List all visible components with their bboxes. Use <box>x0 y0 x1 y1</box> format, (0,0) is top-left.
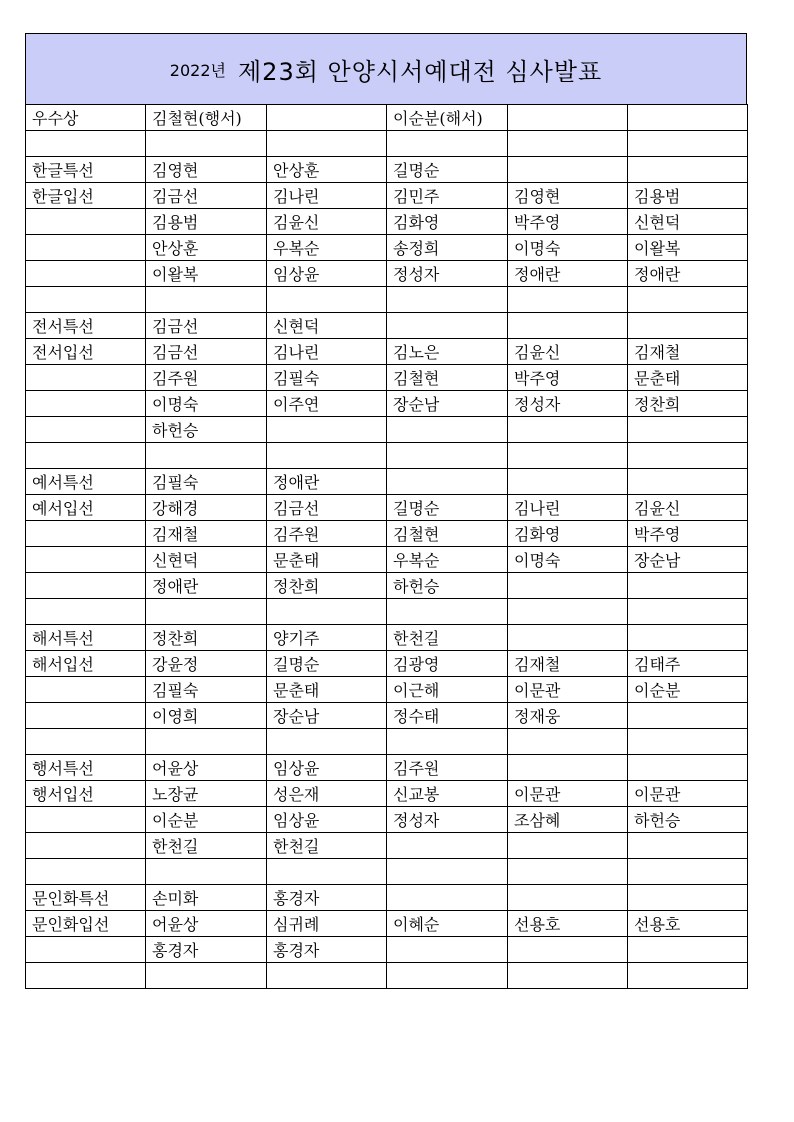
name-cell: 이문관 <box>628 781 748 807</box>
name-cell: 이순분(해서) <box>387 105 508 131</box>
name-cell <box>628 625 748 651</box>
name-cell: 김주원 <box>146 365 267 391</box>
name-cell <box>508 417 628 443</box>
name-cell <box>146 729 267 755</box>
name-cell <box>628 313 748 339</box>
name-cell <box>387 131 508 157</box>
name-cell: 한천길 <box>146 833 267 859</box>
name-cell <box>628 963 748 989</box>
name-cell <box>387 729 508 755</box>
table-row <box>26 573 748 599</box>
name-cell: 길명순 <box>387 157 508 183</box>
name-cell: 김노은 <box>387 339 508 365</box>
table-row <box>26 599 748 625</box>
name-cell: 정찬희 <box>267 573 387 599</box>
name-cell <box>267 963 387 989</box>
category-cell: 전서입선 <box>26 339 146 365</box>
name-cell: 길명순 <box>267 651 387 677</box>
name-cell <box>146 131 267 157</box>
name-cell: 선용호 <box>628 911 748 937</box>
name-cell: 이영희 <box>146 703 267 729</box>
title-main: 제23회 안양시서예대전 심사발표 <box>237 57 603 86</box>
category-cell <box>26 287 146 313</box>
name-cell: 이명숙 <box>508 235 628 261</box>
table-row <box>26 261 748 287</box>
category-cell <box>26 703 146 729</box>
table-row <box>26 131 748 157</box>
name-cell <box>508 313 628 339</box>
table-row <box>26 183 748 209</box>
category-cell: 문인화특선 <box>26 885 146 911</box>
name-cell: 정애란 <box>628 261 748 287</box>
category-cell <box>26 547 146 573</box>
name-cell: 이명숙 <box>508 547 628 573</box>
table-row <box>26 937 748 963</box>
name-cell: 심귀례 <box>267 911 387 937</box>
table-row <box>26 365 748 391</box>
name-cell: 홍경자 <box>267 885 387 911</box>
name-cell: 정수태 <box>387 703 508 729</box>
name-cell <box>387 443 508 469</box>
name-cell: 김영현 <box>146 157 267 183</box>
name-cell: 김나린 <box>508 495 628 521</box>
table-row <box>26 105 748 131</box>
name-cell: 김철현 <box>387 521 508 547</box>
results-table <box>25 104 748 989</box>
name-cell: 우복순 <box>267 235 387 261</box>
name-cell: 김주원 <box>267 521 387 547</box>
name-cell <box>146 287 267 313</box>
name-cell <box>267 729 387 755</box>
name-cell: 이혜순 <box>387 911 508 937</box>
name-cell <box>146 963 267 989</box>
name-cell <box>387 963 508 989</box>
name-cell: 정애란 <box>267 469 387 495</box>
name-cell: 양기주 <box>267 625 387 651</box>
name-cell <box>508 755 628 781</box>
name-cell: 송정희 <box>387 235 508 261</box>
category-cell <box>26 417 146 443</box>
name-cell: 김필숙 <box>146 469 267 495</box>
name-cell <box>387 937 508 963</box>
name-cell <box>387 313 508 339</box>
name-cell <box>508 469 628 495</box>
name-cell: 김윤신 <box>267 209 387 235</box>
name-cell: 김민주 <box>387 183 508 209</box>
table-row <box>26 781 748 807</box>
table-row <box>26 911 748 937</box>
name-cell: 신현덕 <box>267 313 387 339</box>
name-cell: 정애란 <box>146 573 267 599</box>
name-cell: 김금선 <box>146 313 267 339</box>
name-cell: 김철현(행서) <box>146 105 267 131</box>
name-cell: 강윤정 <box>146 651 267 677</box>
table-row <box>26 833 748 859</box>
name-cell: 신현덕 <box>628 209 748 235</box>
name-cell <box>628 729 748 755</box>
name-cell: 하헌승 <box>628 807 748 833</box>
name-cell <box>387 885 508 911</box>
category-cell: 한글입선 <box>26 183 146 209</box>
name-cell: 이명숙 <box>146 391 267 417</box>
name-cell <box>628 833 748 859</box>
name-cell <box>628 157 748 183</box>
results-table-body <box>26 105 748 989</box>
name-cell: 문춘태 <box>267 547 387 573</box>
name-cell <box>628 105 748 131</box>
table-row <box>26 677 748 703</box>
name-cell: 노장균 <box>146 781 267 807</box>
name-cell: 박주영 <box>628 521 748 547</box>
name-cell: 정재웅 <box>508 703 628 729</box>
name-cell <box>387 833 508 859</box>
category-cell <box>26 937 146 963</box>
name-cell: 김금선 <box>146 339 267 365</box>
name-cell: 성은재 <box>267 781 387 807</box>
name-cell: 길명순 <box>387 495 508 521</box>
category-cell: 해서입선 <box>26 651 146 677</box>
name-cell: 한천길 <box>387 625 508 651</box>
name-cell: 김용범 <box>628 183 748 209</box>
category-cell <box>26 443 146 469</box>
category-cell <box>26 209 146 235</box>
name-cell: 김나린 <box>267 183 387 209</box>
name-cell <box>628 703 748 729</box>
name-cell <box>628 859 748 885</box>
name-cell: 김영현 <box>508 183 628 209</box>
page-title <box>25 33 747 104</box>
name-cell <box>508 885 628 911</box>
category-cell: 예서특선 <box>26 469 146 495</box>
name-cell: 이순분 <box>146 807 267 833</box>
name-cell <box>267 131 387 157</box>
name-cell <box>508 963 628 989</box>
name-cell <box>146 599 267 625</box>
name-cell: 이왈복 <box>146 261 267 287</box>
table-row <box>26 963 748 989</box>
name-cell: 문춘태 <box>628 365 748 391</box>
table-row <box>26 235 748 261</box>
name-cell: 우복순 <box>387 547 508 573</box>
name-cell <box>267 287 387 313</box>
category-cell <box>26 677 146 703</box>
table-row <box>26 209 748 235</box>
name-cell <box>628 937 748 963</box>
name-cell: 김윤신 <box>628 495 748 521</box>
name-cell <box>387 287 508 313</box>
name-cell <box>267 599 387 625</box>
table-row <box>26 807 748 833</box>
category-cell <box>26 599 146 625</box>
name-cell: 정애란 <box>508 261 628 287</box>
category-cell <box>26 131 146 157</box>
name-cell <box>146 859 267 885</box>
table-row <box>26 625 748 651</box>
table-row <box>26 391 748 417</box>
name-cell: 손미화 <box>146 885 267 911</box>
name-cell: 김금선 <box>146 183 267 209</box>
name-cell: 선용호 <box>508 911 628 937</box>
name-cell: 김광영 <box>387 651 508 677</box>
name-cell: 하헌승 <box>146 417 267 443</box>
table-row <box>26 313 748 339</box>
name-cell <box>628 885 748 911</box>
title-year: 2022년 <box>169 60 226 80</box>
category-cell <box>26 261 146 287</box>
name-cell <box>508 833 628 859</box>
name-cell <box>508 157 628 183</box>
category-cell <box>26 807 146 833</box>
name-cell <box>508 443 628 469</box>
name-cell: 김금선 <box>267 495 387 521</box>
name-cell: 이문관 <box>508 781 628 807</box>
name-cell <box>387 469 508 495</box>
name-cell <box>387 859 508 885</box>
name-cell: 임상윤 <box>267 261 387 287</box>
name-cell: 어윤상 <box>146 755 267 781</box>
table-row <box>26 885 748 911</box>
category-cell <box>26 573 146 599</box>
name-cell: 김재철 <box>508 651 628 677</box>
name-cell: 문춘태 <box>267 677 387 703</box>
name-cell: 임상윤 <box>267 807 387 833</box>
name-cell <box>628 573 748 599</box>
name-cell: 박주영 <box>508 365 628 391</box>
table-row <box>26 859 748 885</box>
name-cell: 안상훈 <box>267 157 387 183</box>
name-cell: 김화영 <box>387 209 508 235</box>
category-cell <box>26 859 146 885</box>
name-cell: 홍경자 <box>267 937 387 963</box>
name-cell <box>267 417 387 443</box>
name-cell <box>508 599 628 625</box>
name-cell <box>508 937 628 963</box>
category-cell <box>26 521 146 547</box>
name-cell: 김재철 <box>628 339 748 365</box>
table-row <box>26 443 748 469</box>
name-cell: 김용범 <box>146 209 267 235</box>
name-cell <box>628 755 748 781</box>
table-row <box>26 339 748 365</box>
category-cell <box>26 729 146 755</box>
name-cell: 정성자 <box>508 391 628 417</box>
name-cell: 정성자 <box>387 261 508 287</box>
name-cell <box>508 859 628 885</box>
table-row <box>26 703 748 729</box>
name-cell: 김철현 <box>387 365 508 391</box>
name-cell <box>628 599 748 625</box>
category-cell: 예서입선 <box>26 495 146 521</box>
name-cell: 김나린 <box>267 339 387 365</box>
name-cell <box>146 443 267 469</box>
name-cell <box>267 859 387 885</box>
name-cell: 김화영 <box>508 521 628 547</box>
name-cell: 김태주 <box>628 651 748 677</box>
name-cell <box>628 131 748 157</box>
category-cell: 한글특선 <box>26 157 146 183</box>
category-cell: 행서입선 <box>26 781 146 807</box>
name-cell: 안상훈 <box>146 235 267 261</box>
table-row <box>26 495 748 521</box>
table-row <box>26 469 748 495</box>
name-cell: 강해경 <box>146 495 267 521</box>
name-cell <box>508 287 628 313</box>
name-cell <box>387 599 508 625</box>
name-cell: 이문관 <box>508 677 628 703</box>
name-cell: 정성자 <box>387 807 508 833</box>
category-cell: 해서특선 <box>26 625 146 651</box>
table-row <box>26 729 748 755</box>
name-cell <box>628 469 748 495</box>
category-cell <box>26 391 146 417</box>
name-cell: 장순남 <box>387 391 508 417</box>
name-cell <box>267 443 387 469</box>
name-cell: 신교봉 <box>387 781 508 807</box>
category-cell <box>26 365 146 391</box>
name-cell: 조삼혜 <box>508 807 628 833</box>
name-cell: 김주원 <box>387 755 508 781</box>
name-cell: 정찬희 <box>146 625 267 651</box>
table-row <box>26 521 748 547</box>
name-cell <box>628 443 748 469</box>
name-cell: 장순남 <box>267 703 387 729</box>
category-cell: 문인화입선 <box>26 911 146 937</box>
table-row <box>26 417 748 443</box>
name-cell: 임상윤 <box>267 755 387 781</box>
name-cell <box>508 573 628 599</box>
name-cell <box>267 105 387 131</box>
name-cell: 홍경자 <box>146 937 267 963</box>
name-cell: 김재철 <box>146 521 267 547</box>
name-cell: 하헌승 <box>387 573 508 599</box>
name-cell <box>387 417 508 443</box>
category-cell <box>26 963 146 989</box>
name-cell: 이순분 <box>628 677 748 703</box>
table-row <box>26 287 748 313</box>
name-cell: 이왈복 <box>628 235 748 261</box>
name-cell <box>628 287 748 313</box>
name-cell: 박주영 <box>508 209 628 235</box>
name-cell <box>508 625 628 651</box>
table-row <box>26 651 748 677</box>
name-cell: 한천길 <box>267 833 387 859</box>
table-row <box>26 157 748 183</box>
name-cell: 장순남 <box>628 547 748 573</box>
category-cell <box>26 833 146 859</box>
name-cell: 이주연 <box>267 391 387 417</box>
results-sheet <box>25 33 747 989</box>
table-row <box>26 547 748 573</box>
name-cell: 김윤신 <box>508 339 628 365</box>
name-cell <box>628 417 748 443</box>
name-cell: 정찬희 <box>628 391 748 417</box>
name-cell: 어윤상 <box>146 911 267 937</box>
name-cell: 김필숙 <box>146 677 267 703</box>
category-cell: 전서특선 <box>26 313 146 339</box>
name-cell: 이근해 <box>387 677 508 703</box>
category-cell: 우수상 <box>26 105 146 131</box>
name-cell <box>508 131 628 157</box>
name-cell: 김필숙 <box>267 365 387 391</box>
table-row <box>26 755 748 781</box>
category-cell <box>26 235 146 261</box>
name-cell <box>508 729 628 755</box>
name-cell: 신현덕 <box>146 547 267 573</box>
name-cell <box>508 105 628 131</box>
category-cell: 행서특선 <box>26 755 146 781</box>
